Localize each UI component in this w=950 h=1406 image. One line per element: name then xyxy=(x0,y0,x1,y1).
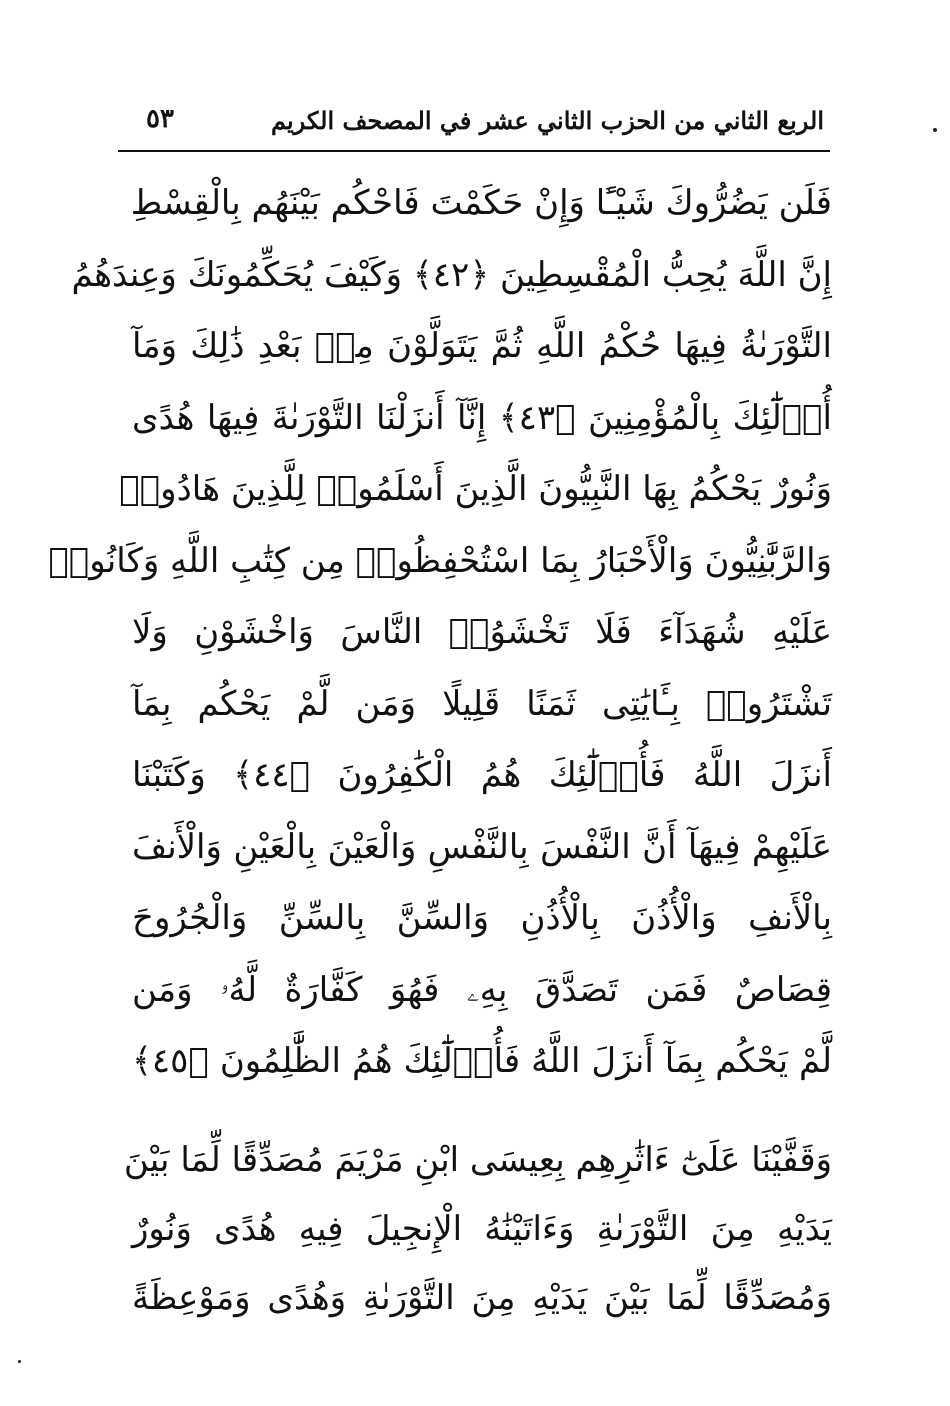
text-line-2: إِنَّ اللَّهَ يُحِبُّ الْمُقْسِطِينَ ﴿٤٢﴾ وَكَيْفَ يُحَكِّمُونَكَ وَعِندَهُمُ xyxy=(71,254,832,295)
running-title: الربع الثاني من الحزب الثاني عشر في المصحف الكريم xyxy=(271,106,824,135)
text-line-6: وَالرَّبَّٰنِيُّونَ وَالْأَحْبَارُ بِمَا اسْتُحْفِظُوا۟ مِن كِتَٰبِ اللَّهِ وَكَانُوا۟ xyxy=(48,540,832,581)
text-line-14: وَقَفَّيْنَا عَلَىٰٓ ءَاثَٰرِهِم بِعِيسَى ابْنِ مَرْيَمَ مُصَدِّقًا لِّمَا بَيْنَ xyxy=(123,1139,832,1180)
text-line-10: عَلَيْهِمْ فِيهَآ أَنَّ النَّفْسَ بِالنَّفْسِ وَالْعَيْنَ بِالْعَيْنِ وَالْأَنفَ xyxy=(132,826,832,867)
scan-speck xyxy=(933,128,937,132)
text-line-3: التَّوْرَىٰةُ فِيهَا حُكْمُ اللَّهِ ثُمَّ يَتَوَلَّوْنَ مِنۢ بَعْدِ ذَٰلِكَ وَمَآ xyxy=(132,326,832,366)
text-line-13: لَّمْ يَحْكُم بِمَآ أَنزَلَ اللَّهُ فَأُو۟لَٰٓئِكَ هُمُ الظَّٰلِمُونَ ﴿٤٥﴾ xyxy=(132,1041,832,1081)
text-line-8: تَشْتَرُوا۟ بِـَٔايَٰتِى ثَمَنًا قَلِيلًا وَمَن لَّمْ يَحْكُم بِمَآ xyxy=(132,683,832,724)
text-line-4: أُو۟لَٰٓئِكَ بِالْمُؤْمِنِينَ ﴿٤٣﴾ إِنَّآ أَنزَلْنَا التَّوْرَىٰةَ فِيهَا هُدًى xyxy=(132,397,832,438)
page-number: ٥٣ xyxy=(146,104,174,134)
scan-speck xyxy=(18,1360,21,1363)
text-line-12: قِصَاصٌ فَمَن تَصَدَّقَ بِهِۦ فَهُوَ كَفَّارَةٌ لَّهُۥ وَمَن xyxy=(132,969,832,1010)
text-line-1: فَلَن يَضُرُّوكَ شَيْـًٔا وَإِنْ حَكَمْتَ فَاحْكُم بَيْنَهُم بِالْقِسْطِ xyxy=(130,183,832,223)
text-line-5: وَنُورٌ يَحْكُمُ بِهَا النَّبِيُّونَ الَّذِينَ أَسْلَمُوا۟ لِلَّذِينَ هَادُوا۟ xyxy=(119,469,832,509)
text-line-15: يَدَيْهِ مِنَ التَّوْرَىٰةِ وَءَاتَيْنَٰهُ الْإِنجِيلَ فِيهِ هُدًى وَنُورٌ xyxy=(132,1208,832,1249)
page-header xyxy=(118,98,830,152)
text-line-16: وَمُصَدِّقًا لِّمَا بَيْنَ يَدَيْهِ مِنَ التَّوْرَىٰةِ وَهُدًى وَمَوْعِظَةً xyxy=(132,1277,832,1318)
text-line-7: عَلَيْهِ شُهَدَآءَ فَلَا تَخْشَوُا۟ النَّاسَ وَاخْشَوْنِ وَلَا xyxy=(132,612,832,652)
text-line-11: بِالْأَنفِ وَالْأُذُنَ بِالْأُذُنِ وَالسِّنَّ بِالسِّنِّ وَالْجُرُوحَ xyxy=(132,898,832,938)
quran-text-block xyxy=(48,168,832,1333)
text-line-9: أَنزَلَ اللَّهُ فَأُو۟لَٰٓئِكَ هُمُ الْكَٰفِرُونَ ﴿٤٤﴾ وَكَتَبْنَا xyxy=(132,755,832,795)
section-break xyxy=(132,1098,832,1126)
